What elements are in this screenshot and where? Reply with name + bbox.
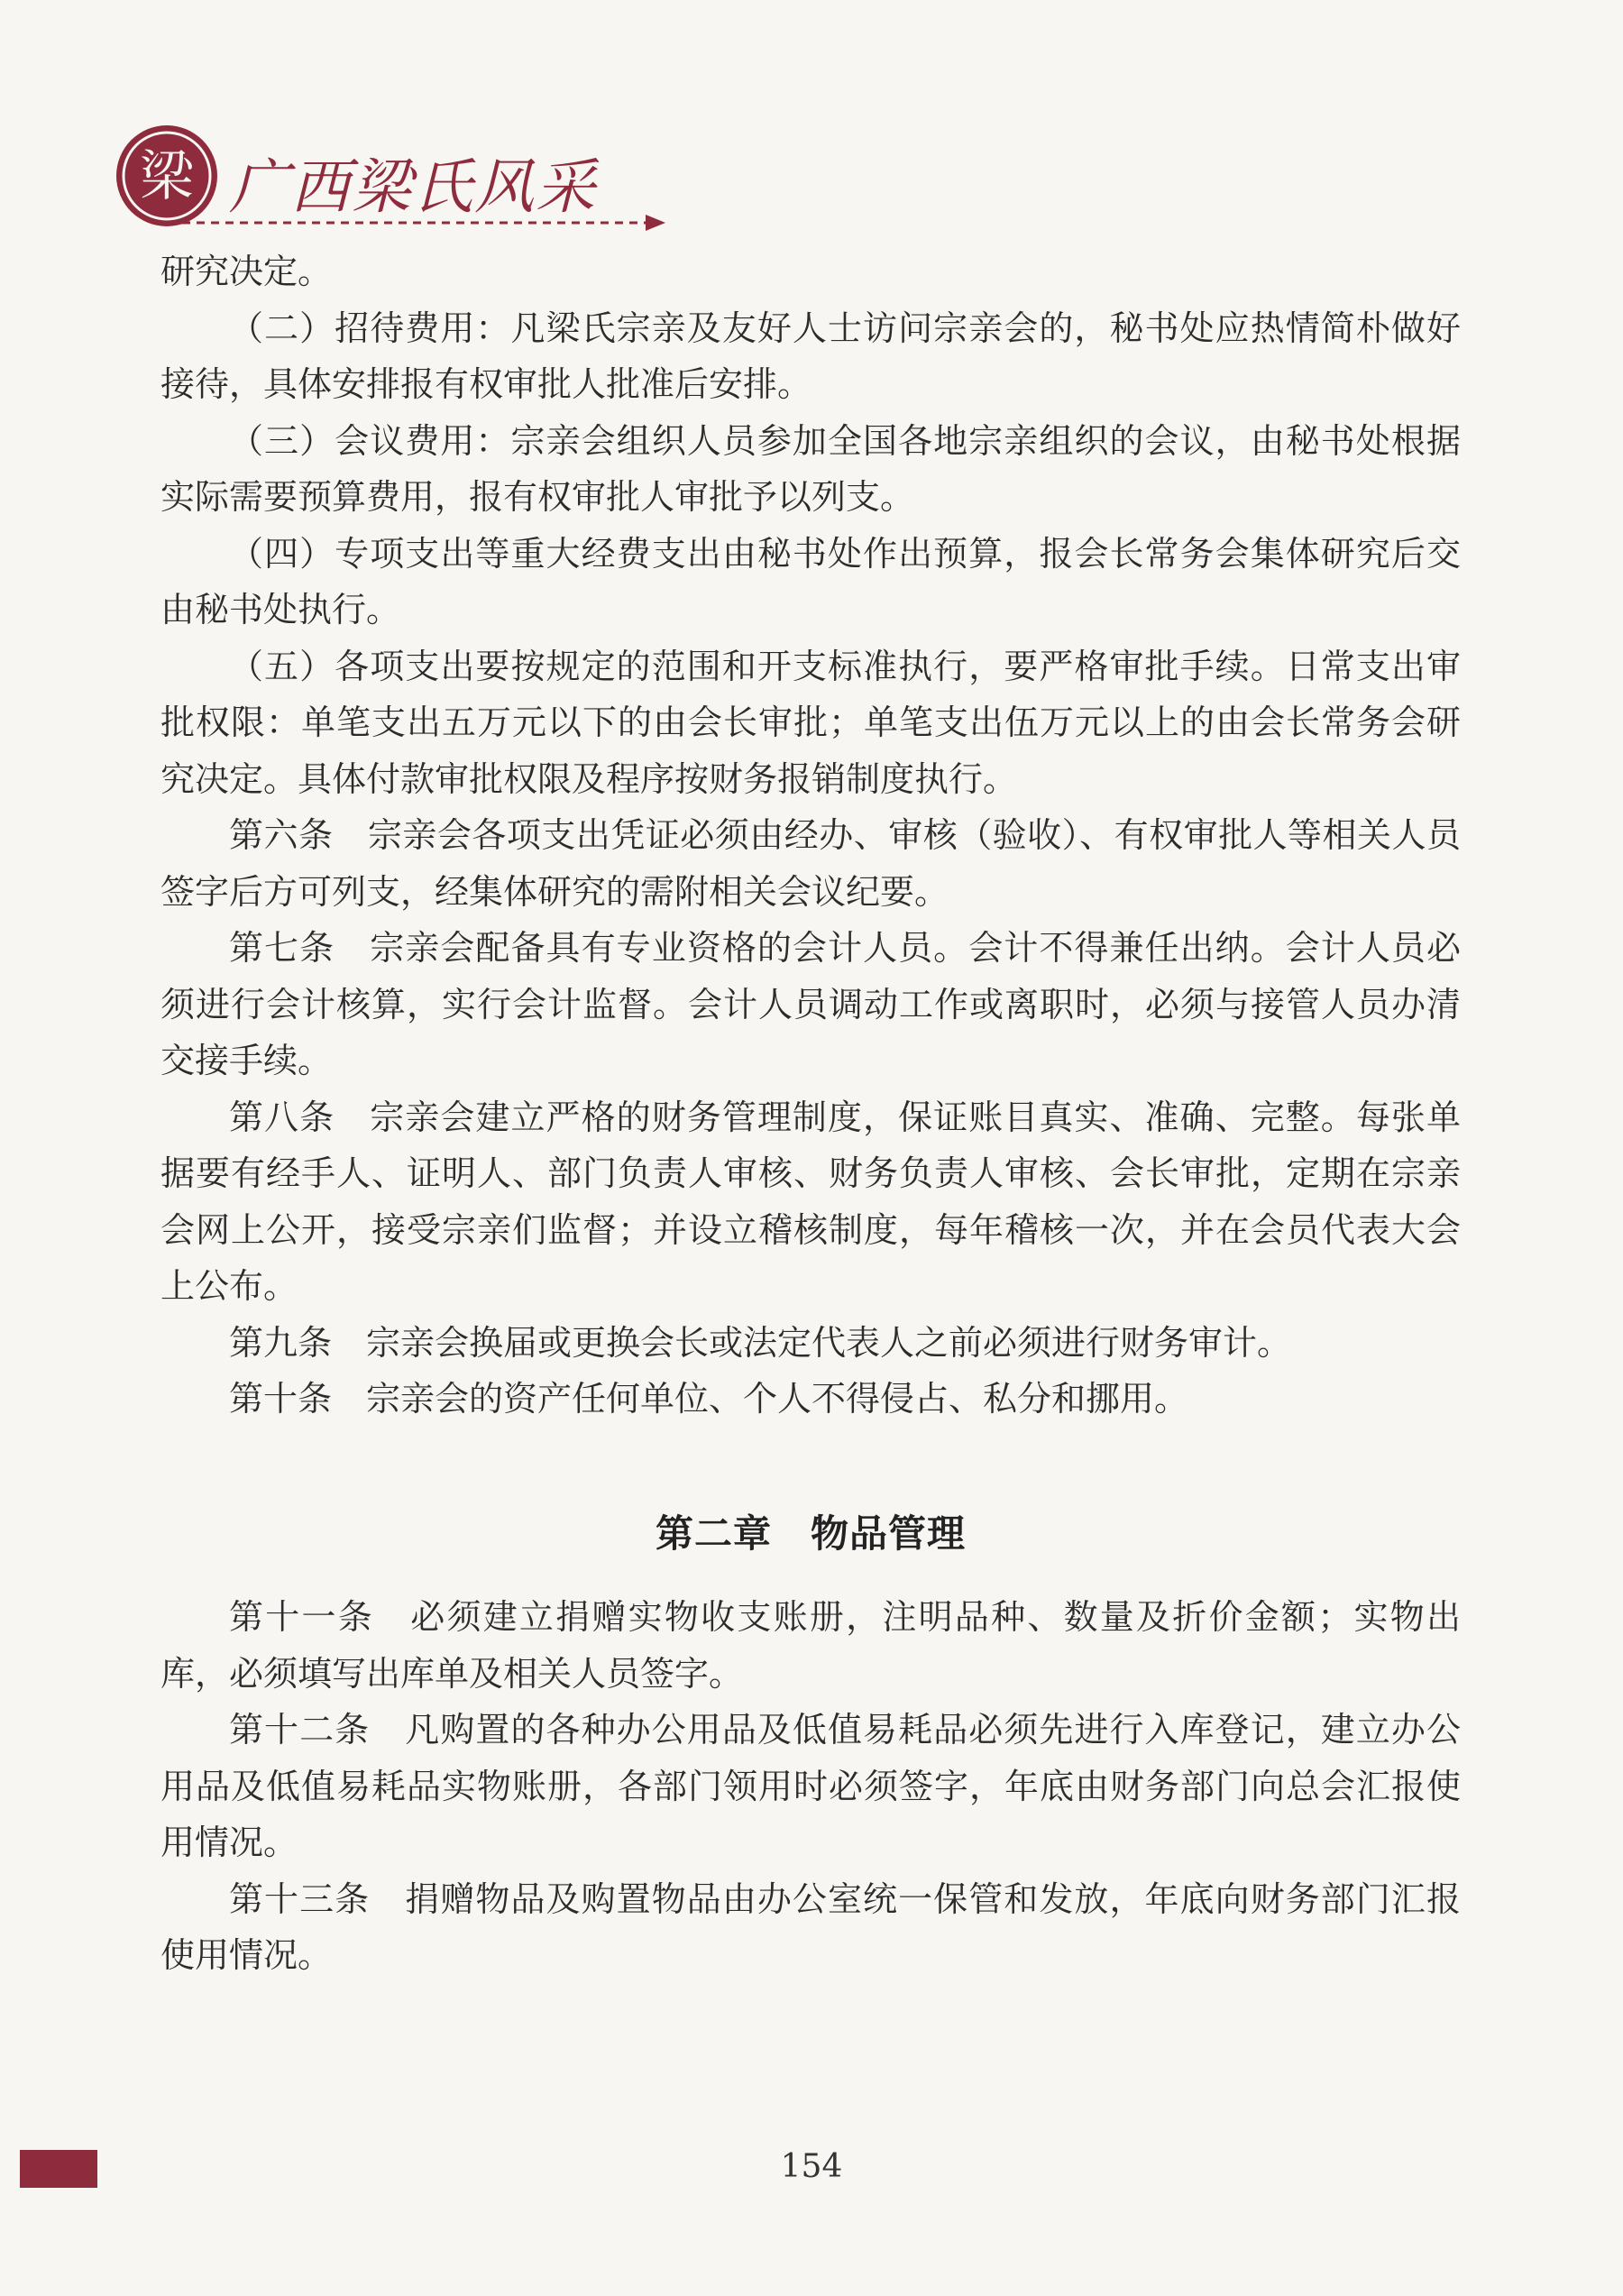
paragraph: 第十条 宗亲会的资产任何单位、个人不得侵占、私分和挪用。 [229, 1379, 1189, 1419]
paragraph: （五）各项支出要按规定的范围和开支标准执行，要严格审批手续。日常支出审批权限：单笔支出五万元以下的由会长审批；单笔支出伍万元以上的由会长常务会研究决定。具体付款审批权限及程序按财务报销制度执行。 [160, 646, 1461, 799]
paragraph: （二）招待费用：凡梁氏宗亲及友好人士访问宗亲会的，秘书处应热情简朴做好接待，具体安排报有权审批人批准后安排。 [160, 308, 1461, 404]
paragraph: 第十三条 捐赠物品及购置物品由办公室统一保管和发放，年底向财务部门汇报使用情况。 [160, 1878, 1461, 1975]
paragraph: 第九条 宗亲会换届或更换会长或法定代表人之前必须进行财务审计。 [229, 1322, 1292, 1363]
paragraph: 研究决定。 [160, 252, 333, 291]
paragraph: 第十二条 凡购置的各种办公用品及低值易耗品必须先进行入库登记，建立办公用品及低值易耗品实物账册，各部门领用时必须签字，年底由财务部门向总会汇报使用情况。 [160, 1710, 1461, 1862]
chapter-title: 第二章 物品管理 [655, 1511, 966, 1556]
seal-char: 梁 [140, 145, 194, 208]
paragraph: 第七条 宗亲会配备具有专业资格的会计人员。会计不得兼任出纳。会计人员必须进行会计核算，实行会计监督。会计人员调动工作或离职时，必须与接管人员办清交接手续。 [160, 928, 1461, 1080]
paragraph: （三）会议费用：宗亲会组织人员参加全国各地宗亲组织的会议，由秘书处根据实际需要预算费用，报有权审批人审批予以列支。 [160, 420, 1461, 517]
header-logo [114, 123, 597, 240]
paragraph: 第六条 宗亲会各项支出凭证必须由经办、审核（验收）、有权审批人等相关人员签字后方可列支，经集体研究的需附相关会议纪要。 [160, 815, 1461, 912]
body-text [160, 243, 1461, 1428]
paragraph: （四）专项支出等重大经费支出由秘书处作出预算，报会长常务会集体研究后交由秘书处执行。 [160, 533, 1461, 629]
page-number: 154 [780, 2148, 843, 2185]
dashed-arrow-icon [168, 209, 673, 236]
body-text-chapter-2 [160, 1589, 1461, 1984]
logo-text: 广西梁氏风采 [229, 152, 597, 222]
paragraph: 第十一条 必须建立捐赠实物收支账册，注明品种、数量及折价金额；实物出库，必须填写出库单及相关人员签字。 [160, 1597, 1461, 1694]
paragraph: 第八条 宗亲会建立严格的财务管理制度，保证账目真实、准确、完整。每张单据要有经手人、证明人、部门负责人审核、财务负责人审核、会长审批，定期在宗亲会网上公开，接受宗亲们监督；并设立稽核制度，每年稽核一次，并在会员代表大会上公布。 [160, 1097, 1461, 1306]
